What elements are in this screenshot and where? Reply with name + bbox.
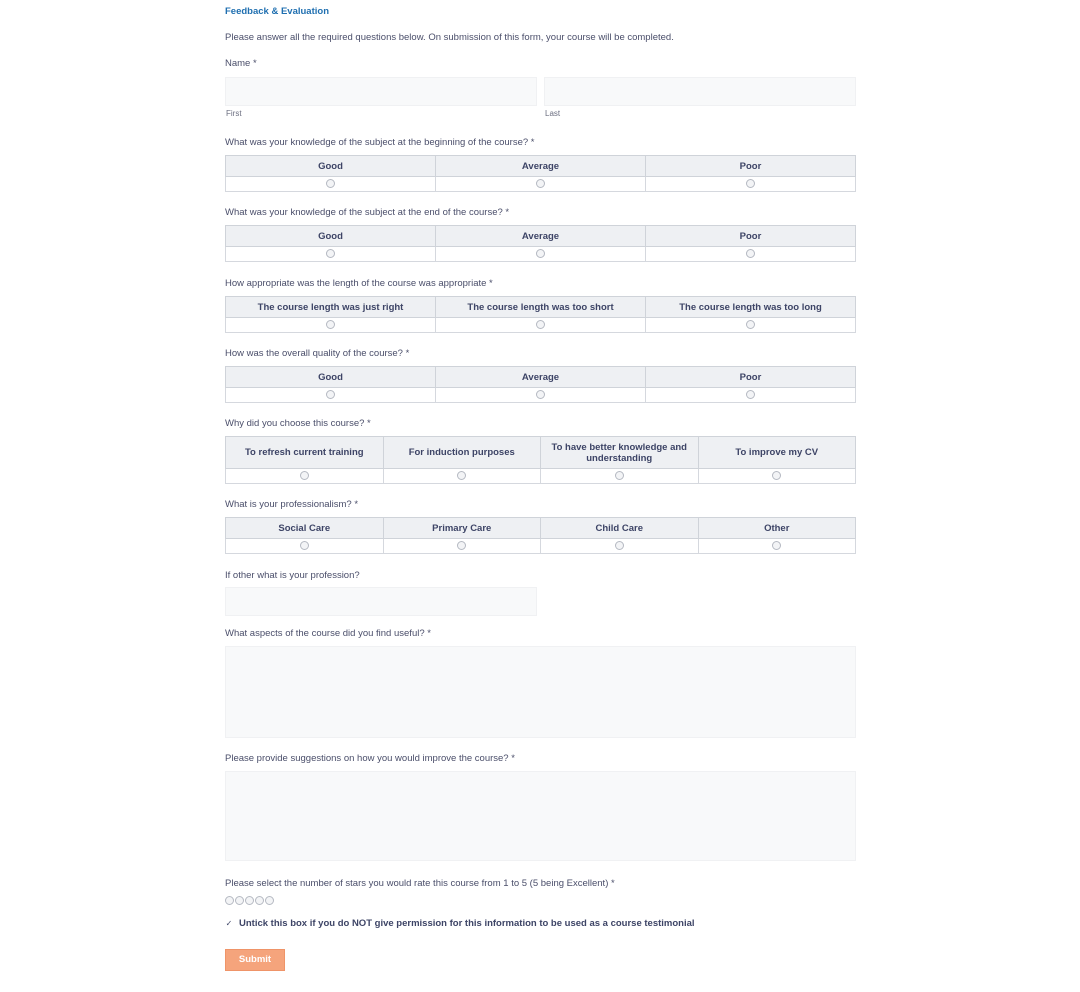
course-length-radio-right[interactable]: [326, 320, 335, 329]
course-length-matrix: [225, 296, 856, 333]
submit-button[interactable]: Submit: [225, 949, 285, 971]
form-title: Feedback & Evaluation: [225, 6, 330, 17]
testimonial-consent-label: Untick this box if you do NOT give permission for this information to be used as a course testimonial: [239, 918, 695, 929]
matrix-cell: [646, 318, 856, 333]
matrix-cell: [646, 388, 856, 403]
profession-radio-other[interactable]: [772, 541, 781, 550]
reason-radio-refresh[interactable]: [300, 471, 309, 480]
matrix-header: Average: [436, 226, 646, 247]
matrix-cell: [698, 469, 856, 484]
profession-radio-child[interactable]: [615, 541, 624, 550]
reason-matrix: [225, 436, 856, 484]
course-length-label: How appropriate was the length of the course was appropriate *: [225, 278, 493, 289]
matrix-header: Average: [436, 367, 646, 388]
profession-matrix: [225, 517, 856, 554]
quality-matrix: [225, 366, 856, 403]
reason-radio-knowledge[interactable]: [615, 471, 624, 480]
matrix-header: For induction purposes: [383, 437, 541, 469]
matrix-header: To improve my CV: [698, 437, 856, 469]
matrix-header: Primary Care: [383, 518, 541, 539]
matrix-header: Poor: [646, 367, 856, 388]
quality-radio-good[interactable]: [326, 390, 335, 399]
testimonial-checkbox[interactable]: ✓: [225, 918, 233, 928]
quality-radio-average[interactable]: [536, 390, 545, 399]
matrix-cell: [383, 539, 541, 554]
matrix-header: To refresh current training: [226, 437, 384, 469]
matrix-header: Child Care: [541, 518, 699, 539]
matrix-cell: [226, 318, 436, 333]
matrix-cell: [541, 539, 699, 554]
matrix-cell: [226, 247, 436, 262]
knowledge-end-label: What was your knowledge of the subject at the end of the course? *: [225, 207, 510, 218]
matrix-header: Good: [226, 367, 436, 388]
matrix-cell: [646, 177, 856, 192]
star-1-icon[interactable]: [225, 896, 234, 905]
knowledge-begin-radio-poor[interactable]: [746, 179, 755, 188]
form-intro: Please answer all the required questions below. On submission of this form, your course will be completed.: [225, 32, 674, 43]
matrix-cell: [436, 177, 646, 192]
matrix-header: Poor: [646, 226, 856, 247]
profession-radio-primary[interactable]: [457, 541, 466, 550]
matrix-cell: [541, 469, 699, 484]
knowledge-end-radio-good[interactable]: [326, 249, 335, 258]
suggestions-textarea[interactable]: [225, 771, 856, 861]
matrix-header: Good: [226, 156, 436, 177]
last-name-sublabel: Last: [545, 109, 561, 118]
knowledge-begin-label: What was your knowledge of the subject at the beginning of the course? *: [225, 137, 535, 148]
matrix-header: Poor: [646, 156, 856, 177]
matrix-header: To have better knowledge and understanding: [541, 437, 699, 469]
quality-radio-poor[interactable]: [746, 390, 755, 399]
star-2-icon[interactable]: [235, 896, 244, 905]
matrix-header: Social Care: [226, 518, 384, 539]
matrix-cell: [226, 177, 436, 192]
reason-radio-cv[interactable]: [772, 471, 781, 480]
useful-aspects-textarea[interactable]: [225, 646, 856, 738]
rating-label: Please select the number of stars you would rate this course from 1 to 5 (5 being Excellent) *: [225, 878, 615, 889]
other-profession-label: If other what is your profession?: [225, 570, 360, 581]
matrix-cell: [698, 539, 856, 554]
matrix-cell: [436, 247, 646, 262]
matrix-cell: [436, 318, 646, 333]
matrix-cell: [436, 388, 646, 403]
knowledge-end-radio-average[interactable]: [536, 249, 545, 258]
knowledge-end-matrix: [225, 225, 856, 262]
matrix-header: Good: [226, 226, 436, 247]
matrix-header: The course length was too long: [646, 297, 856, 318]
matrix-cell: [383, 469, 541, 484]
course-length-radio-short[interactable]: [536, 320, 545, 329]
testimonial-consent: [225, 918, 695, 929]
matrix-cell: [226, 469, 384, 484]
quality-label: How was the overall quality of the course? *: [225, 348, 410, 359]
first-name-sublabel: First: [226, 109, 242, 118]
knowledge-begin-radio-good[interactable]: [326, 179, 335, 188]
profession-label: What is your professionalism? *: [225, 499, 359, 510]
suggestions-label: Please provide suggestions on how you would improve the course? *: [225, 753, 515, 764]
useful-aspects-label: What aspects of the course did you find useful? *: [225, 628, 431, 639]
reason-label: Why did you choose this course? *: [225, 418, 371, 429]
matrix-cell: [646, 247, 856, 262]
other-profession-input[interactable]: [225, 587, 537, 616]
knowledge-begin-matrix: [225, 155, 856, 192]
profession-radio-social[interactable]: [300, 541, 309, 550]
matrix-cell: [226, 388, 436, 403]
matrix-header: Average: [436, 156, 646, 177]
matrix-header: The course length was just right: [226, 297, 436, 318]
star-rating: [225, 896, 274, 905]
name-label: Name *: [225, 58, 257, 69]
star-5-icon[interactable]: [265, 896, 274, 905]
matrix-header: The course length was too short: [436, 297, 646, 318]
last-name-input[interactable]: [544, 77, 856, 106]
first-name-input[interactable]: [225, 77, 537, 106]
star-4-icon[interactable]: [255, 896, 264, 905]
star-3-icon[interactable]: [245, 896, 254, 905]
matrix-cell: [226, 539, 384, 554]
matrix-header: Other: [698, 518, 856, 539]
knowledge-begin-radio-average[interactable]: [536, 179, 545, 188]
reason-radio-induction[interactable]: [457, 471, 466, 480]
course-length-radio-long[interactable]: [746, 320, 755, 329]
knowledge-end-radio-poor[interactable]: [746, 249, 755, 258]
